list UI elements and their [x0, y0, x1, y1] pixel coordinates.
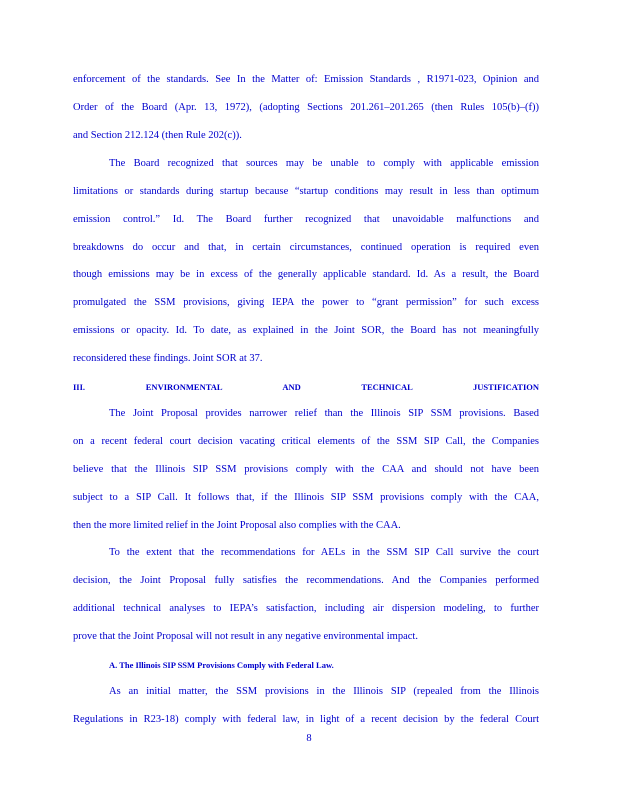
body-line: promulgated the SSM provisions, giving IEPA the power to “grant permission” for such excess: [73, 297, 539, 308]
body-line: enforcement of the standards. See In the Matter of: Emission Standards , R1971-023, Opinion and: [73, 74, 539, 85]
body-line: on a recent federal court decision vacating critical elements of the SSM SIP Call, the Companies: [73, 436, 539, 447]
body-line: then the more limited relief in the Joint Proposal also complies with the CAA.: [73, 520, 401, 531]
page-number: 8: [306, 733, 312, 744]
body-line: emissions or opacity. Id. To date, as explained in the Joint SOR, the Board has not meaningfully: [73, 325, 539, 336]
body-line: Regulations in R23-18) comply with federal law, in light of a recent decision by the federal Court: [73, 714, 539, 725]
body-line: believe that the Illinois SIP SSM provisions comply with the CAA and should not have been: [73, 464, 539, 475]
paragraph-first-line: As an initial matter, the SSM provisions in the Illinois SIP (repealed from the Illinois: [109, 686, 539, 697]
paragraph-first-line: The Board recognized that sources may be unable to comply with applicable emission: [109, 158, 539, 169]
body-line: subject to a SIP Call. It follows that, if the Illinois SIP SSM provisions comply with the CAA,: [73, 492, 539, 503]
body-line: additional technical analyses to IEPA’s satisfaction, including air dispersion modeling, to further: [73, 603, 539, 614]
section-heading: III. ENVIRONMENTAL AND TECHNICAL JUSTIFICATION: [73, 382, 539, 392]
body-line: and Section 212.124 (then Rule 202(c)).: [73, 130, 242, 141]
body-line: prove that the Joint Proposal will not result in any negative environmental impact.: [73, 631, 418, 642]
body-line: breakdowns do occur and that, in certain circumstances, continued operation is required even: [73, 242, 539, 253]
body-line: reconsidered these findings. Joint SOR at 37.: [73, 353, 263, 364]
body-line: limitations or standards during startup because “startup conditions may result in less than optimum: [73, 186, 539, 197]
body-line: Order of the Board (Apr. 13, 1972), (adopting Sections 201.261–201.265 (then Rules 105(b)–(f)): [73, 102, 539, 113]
body-line: though emissions may be in excess of the generally applicable standard. Id. As a result, the Board: [73, 269, 539, 280]
paragraph-first-line: To the extent that the recommendations for AELs in the SSM SIP Call survive the court: [109, 547, 539, 558]
body-line: decision, the Joint Proposal fully satisfies the recommendations. And the Companies performed: [73, 575, 539, 586]
body-line: emission control.” Id. The Board further recognized that unavoidable malfunctions and: [73, 214, 539, 225]
subsection-heading: A. The Illinois SIP SSM Provisions Comply with Federal Law.: [109, 660, 334, 670]
paragraph-first-line: The Joint Proposal provides narrower relief than the Illinois SIP SSM provisions. Based: [109, 408, 539, 419]
